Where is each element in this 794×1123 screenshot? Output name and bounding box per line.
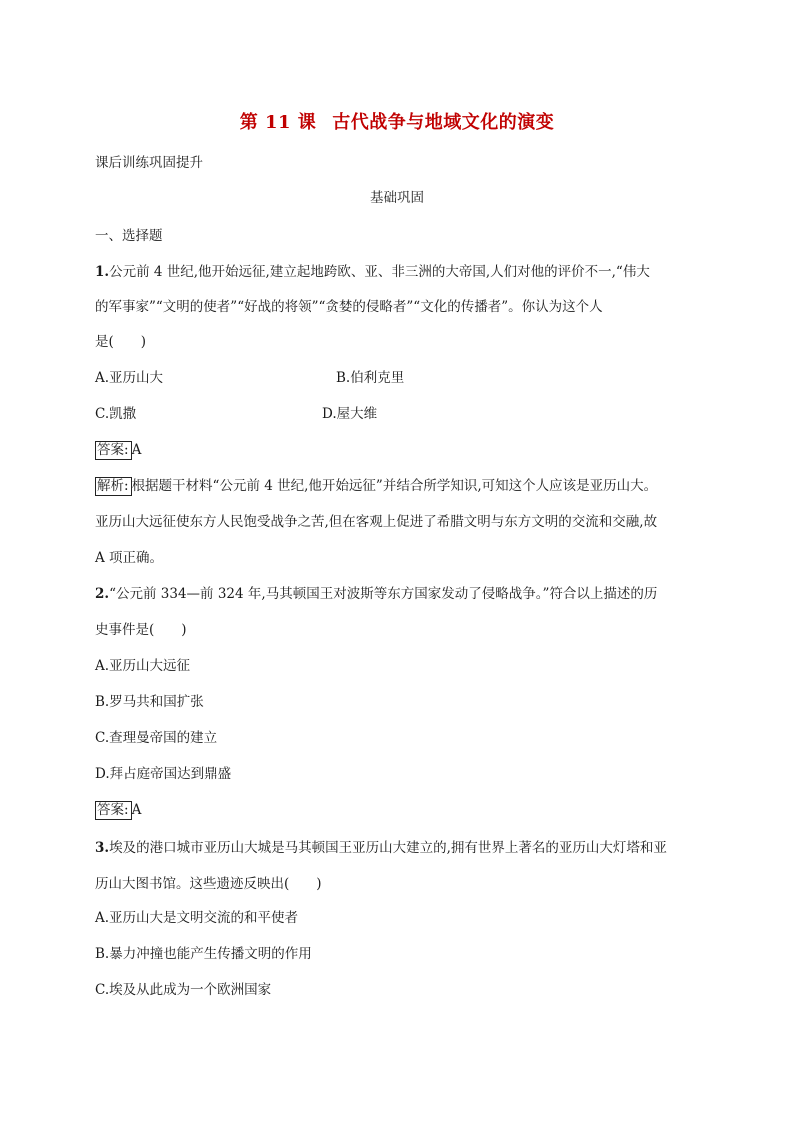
lesson-name: 古代战争与地域文化的演变 (332, 112, 555, 133)
q1-analysis-text-1: 根据题干材料“公元前 4 世纪,他开始远征”并结合所学知识,可知这个人应该是亚历山大。 (131, 478, 658, 494)
q2-option-d: D.拜占庭帝国达到鼎盛 (95, 766, 232, 782)
q2-line-1 (95, 584, 657, 604)
q3-line-1 (95, 838, 667, 858)
q3-text-2: 历山大图书馆。这些遗迹反映出( ) (95, 876, 322, 892)
q3-number: 3. (95, 840, 110, 856)
q2-number: 2. (95, 586, 110, 602)
q3-option-a: A.亚历山大是文明交流的和平使者 (95, 910, 299, 926)
lesson-number: 第 11 课 (239, 112, 317, 133)
q2-option-a: A.亚历山大远征 (95, 658, 191, 674)
q2-answer-label: 答案: (95, 801, 132, 820)
q2-option-c: C.查理曼帝国的建立 (95, 730, 218, 746)
q2-answer (95, 800, 141, 820)
q1-option-b: B.伯利克里 (336, 370, 405, 386)
q1-text-1: 公元前 4 世纪,他开始远征,建立起地跨欧、亚、非三洲的大帝国,人们对他的评价不一,“伟大 (109, 264, 650, 280)
q1-option-d: D.屋大维 (322, 406, 378, 422)
lesson-title (0, 108, 794, 134)
q1-option-a: A.亚历山大 (95, 370, 164, 386)
q1-text-3: 是( ) (95, 334, 147, 350)
q2-option-b: B.罗马共和国扩张 (95, 694, 204, 710)
q1-analysis-text-2: 亚历山大远征使东方人民饱受战争之苦,但在客观上促进了希腊文明与东方文明的交流和交融,故 (95, 514, 658, 530)
part-heading: 一、选择题 (95, 228, 163, 244)
q1-analysis-label: 解析: (95, 477, 132, 496)
subsection-heading: 基础巩固 (370, 190, 424, 206)
q1-analysis-1 (95, 476, 657, 496)
q2-text-2: 史事件是( ) (95, 622, 187, 638)
q1-analysis-text-3: A 项正确。 (95, 550, 164, 566)
q3-text-1: 埃及的港口城市亚历山大城是马其顿国王亚历山大建立的,拥有世界上著名的亚历山大灯塔和亚 (109, 840, 667, 856)
q2-answer-value: A (131, 802, 142, 818)
q1-text-2: 的军事家”“文明的使者”“好战的将领”“贪婪的侵略者”“文化的传播者”。你认为这个人 (95, 299, 603, 315)
q3-option-b: B.暴力冲撞也能产生传播文明的作用 (95, 946, 312, 962)
q1-answer (95, 440, 141, 460)
q3-option-c: C.埃及从此成为一个欧洲国家 (95, 982, 272, 998)
q1-line-1 (95, 262, 650, 282)
q2-text-1: “公元前 334—前 324 年,马其顿国王对波斯等东方国家发动了侵略战争。”符合以上描述的历 (109, 586, 658, 602)
q1-number: 1. (95, 264, 110, 280)
q1-answer-value: A (131, 442, 142, 458)
q1-answer-label: 答案: (95, 441, 132, 460)
q1-option-c: C.凯撒 (95, 406, 137, 422)
section-label: 课后训练巩固提升 (95, 155, 203, 171)
